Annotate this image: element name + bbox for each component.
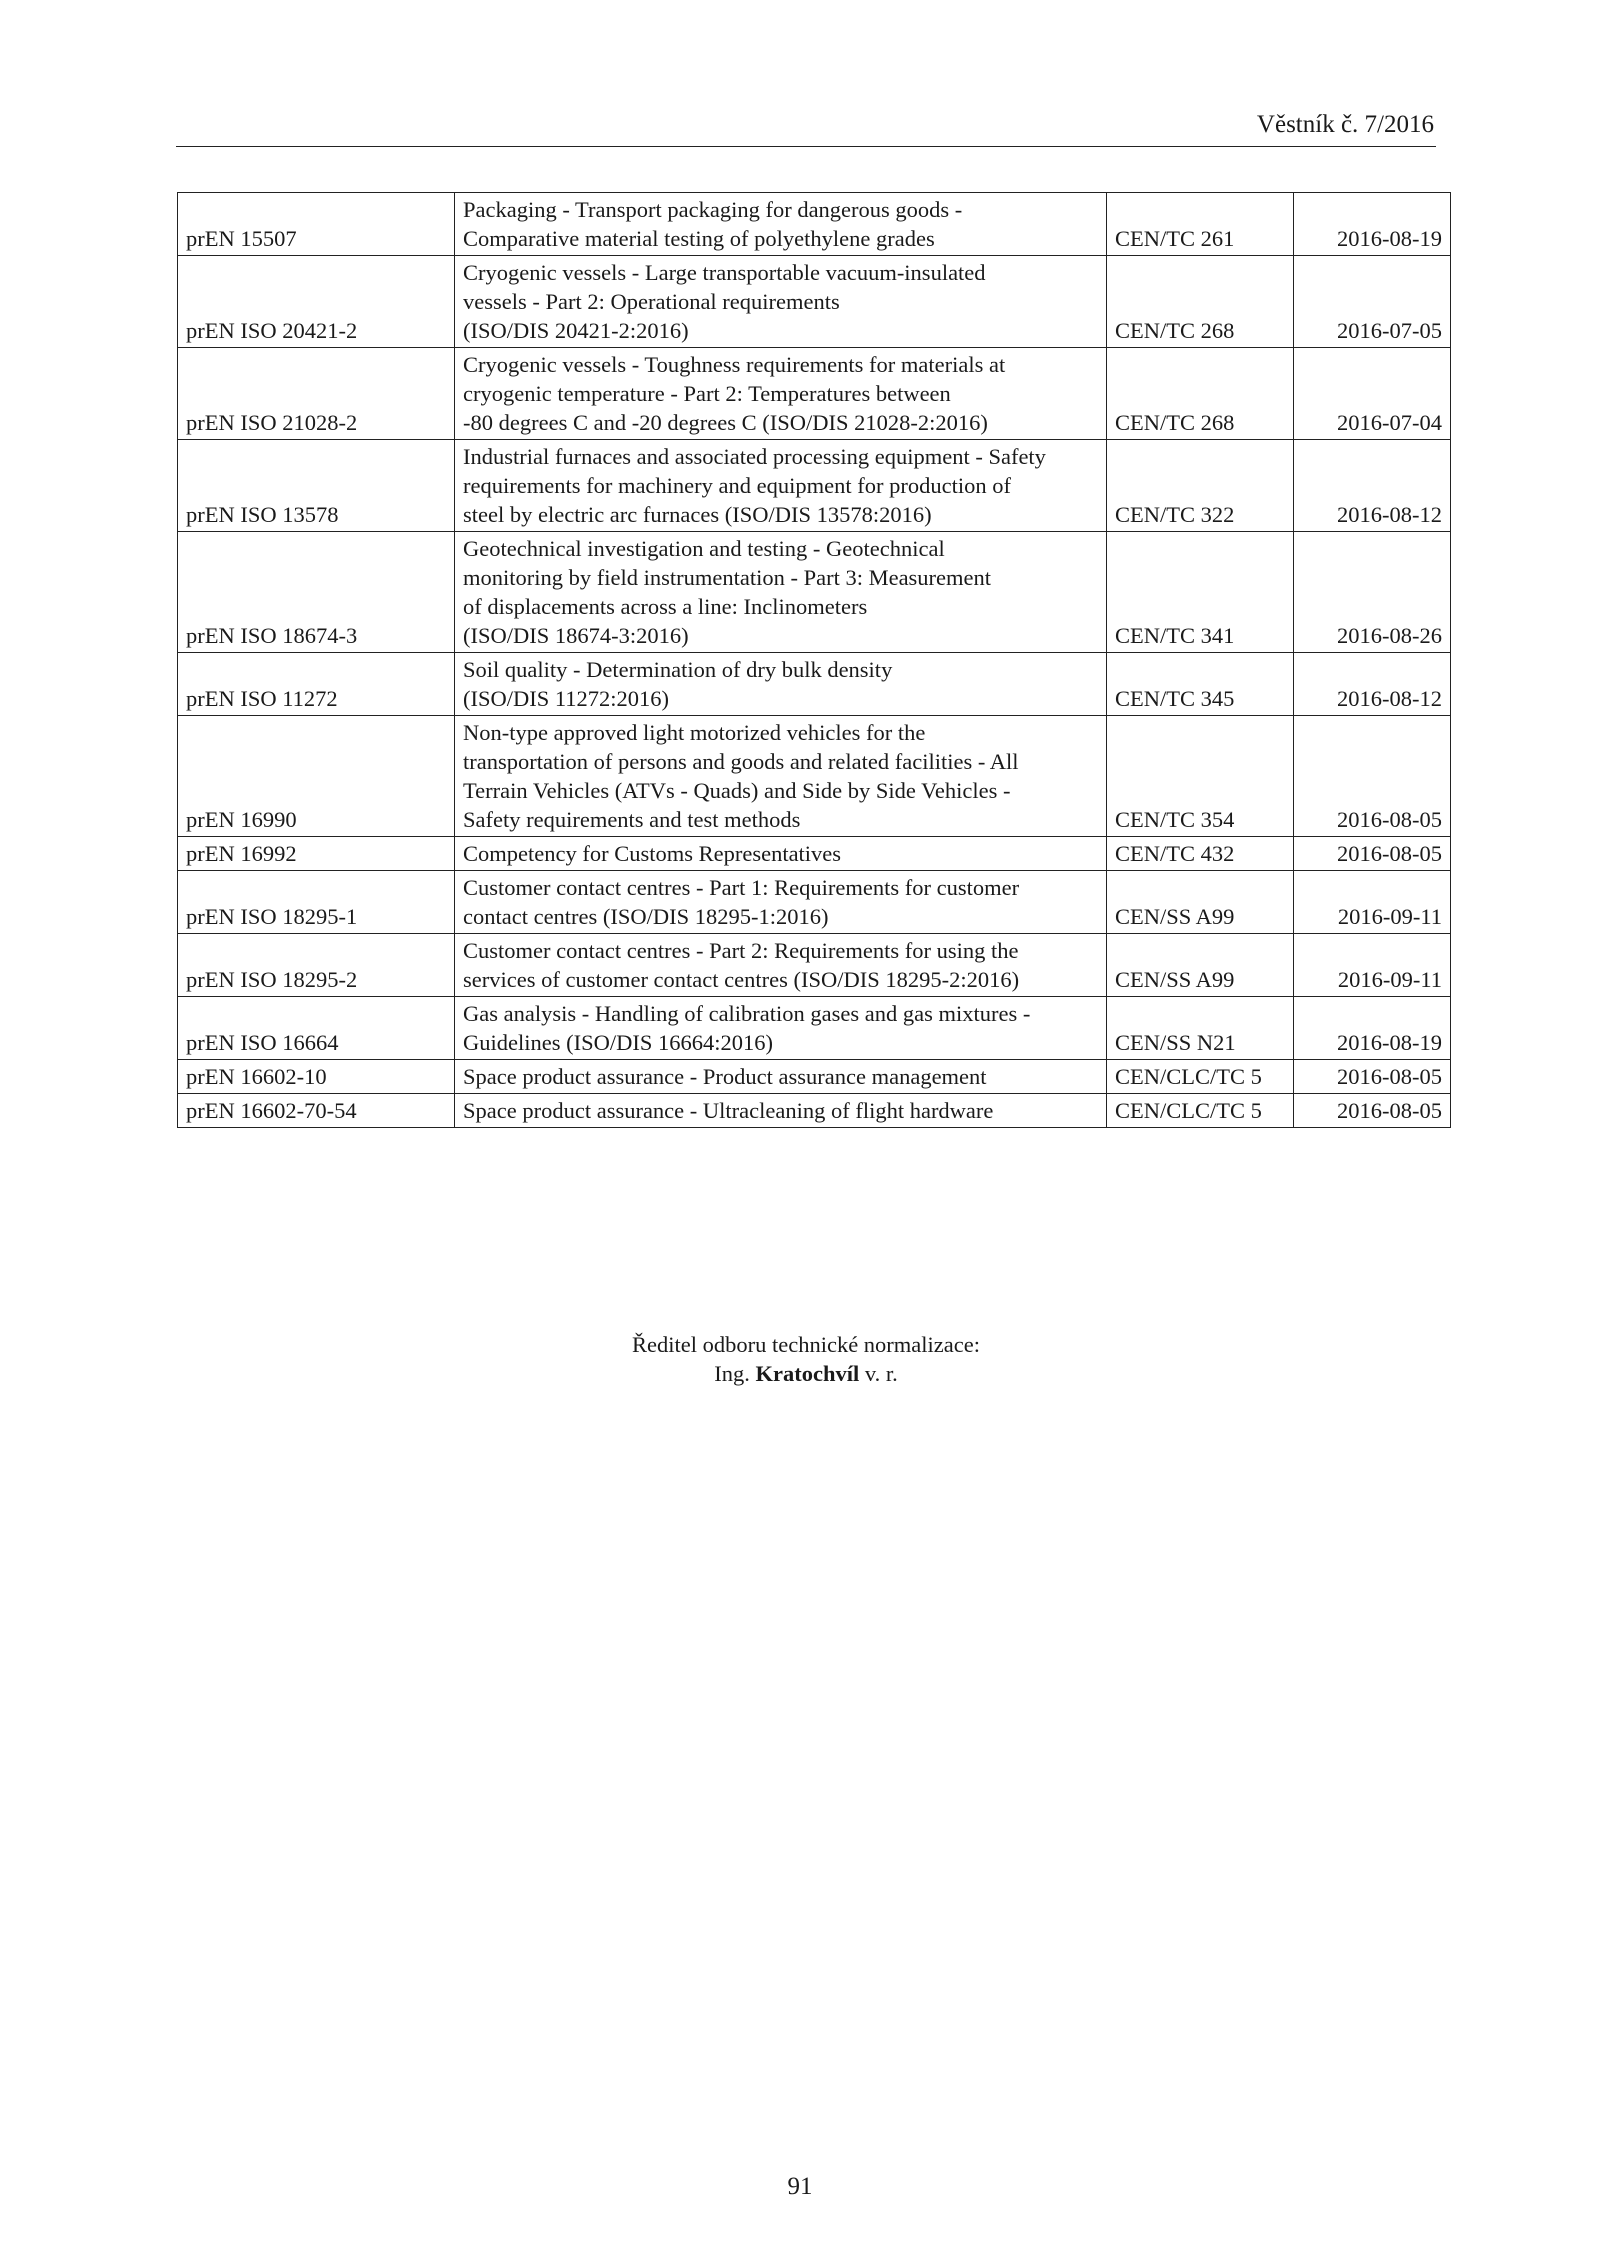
standard-title-line: Customer contact centres - Part 2: Requirements for using the [463, 938, 1019, 963]
standard-title-line: Customer contact centres - Part 1: Requirements for customer [463, 875, 1020, 900]
standards-table [177, 192, 1451, 1128]
standard-title-cell [455, 256, 1107, 348]
standard-title-line: Cryogenic vessels - Toughness requirements for materials at [463, 352, 1006, 377]
standard-code-cell: prEN ISO 20421-2 [178, 256, 455, 348]
table-row [178, 1060, 1451, 1094]
table-row [178, 193, 1451, 256]
committee-cell: CEN/TC 268 [1107, 348, 1294, 440]
standard-title-cell [455, 997, 1107, 1060]
standard-code-cell: prEN ISO 16664 [178, 997, 455, 1060]
date-cell: 2016-07-05 [1294, 256, 1451, 348]
standard-code-cell: prEN 16602-10 [178, 1060, 455, 1094]
standard-title-cell [455, 716, 1107, 837]
standard-title-line: transportation of persons and goods and related facilities - All [463, 749, 1019, 774]
standard-title-line: Packaging - Transport packaging for dangerous goods - [463, 197, 963, 222]
standard-title-cell [455, 193, 1107, 256]
standard-title-line: Space product assurance - Ultracleaning of flight hardware [463, 1098, 994, 1123]
committee-cell: CEN/SS N21 [1107, 997, 1294, 1060]
standard-title-line: Competency for Customs Representatives [463, 841, 842, 866]
signature-prefix: Ing. [714, 1361, 750, 1386]
signature-role: Ředitel odboru technické normalizace: [632, 1332, 980, 1357]
table-row [178, 532, 1451, 653]
page-header [176, 110, 1436, 147]
standard-code-cell: prEN 16990 [178, 716, 455, 837]
date-cell: 2016-08-05 [1294, 1060, 1451, 1094]
standard-title-line: (ISO/DIS 11272:2016) [463, 686, 670, 711]
standard-title-cell [455, 1060, 1107, 1094]
signature-suffix: v. r. [864, 1361, 898, 1386]
table-row [178, 653, 1451, 716]
standard-code-cell: prEN 15507 [178, 193, 455, 256]
standard-title-line: -80 degrees C and -20 degrees C (ISO/DIS 21028-2:2016) [463, 410, 988, 435]
standard-title-cell [455, 348, 1107, 440]
standard-title-line: Terrain Vehicles (ATVs - Quads) and Side by Side Vehicles - [463, 778, 1011, 803]
standard-title-line: of displacements across a line: Inclinometers [463, 594, 868, 619]
standard-title-cell [455, 934, 1107, 997]
standard-title-line: monitoring by field instrumentation - Part 3: Measurement [463, 565, 992, 590]
standard-code-cell: prEN 16992 [178, 837, 455, 871]
standard-code-cell: prEN ISO 18295-2 [178, 934, 455, 997]
standard-code-cell: prEN ISO 13578 [178, 440, 455, 532]
committee-cell: CEN/SS A99 [1107, 934, 1294, 997]
standard-title-line: cryogenic temperature - Part 2: Temperatures between [463, 381, 951, 406]
standard-title-line: Non-type approved light motorized vehicles for the [463, 720, 926, 745]
committee-cell: CEN/TC 354 [1107, 716, 1294, 837]
signature-block [176, 1330, 1436, 1388]
date-cell: 2016-08-19 [1294, 997, 1451, 1060]
bulletin-title: Věstník č. 7/2016 [1256, 111, 1434, 138]
date-cell: 2016-09-11 [1294, 934, 1451, 997]
table-row [178, 716, 1451, 837]
table-row [178, 871, 1451, 934]
date-cell: 2016-08-12 [1294, 440, 1451, 532]
standard-title-line: Geotechnical investigation and testing - Geotechnical [463, 536, 945, 561]
table-row [178, 997, 1451, 1060]
standard-code-cell: prEN ISO 18295-1 [178, 871, 455, 934]
date-cell: 2016-08-19 [1294, 193, 1451, 256]
table-row [178, 934, 1451, 997]
table-row [178, 348, 1451, 440]
table-row [178, 1094, 1451, 1128]
standard-title-line: Soil quality - Determination of dry bulk density [463, 657, 893, 682]
standard-title-line: (ISO/DIS 18674-3:2016) [463, 623, 689, 648]
table-row [178, 440, 1451, 532]
page-number: 91 [787, 2173, 813, 2200]
date-cell: 2016-08-05 [1294, 716, 1451, 837]
committee-cell: CEN/TC 345 [1107, 653, 1294, 716]
standard-title-line: contact centres (ISO/DIS 18295-1:2016) [463, 904, 829, 929]
committee-cell: CEN/CLC/TC 5 [1107, 1094, 1294, 1128]
standard-title-line: requirements for machinery and equipment for production of [463, 473, 1011, 498]
committee-cell: CEN/TC 341 [1107, 532, 1294, 653]
standard-code-cell: prEN 16602-70-54 [178, 1094, 455, 1128]
standard-title-cell [455, 1094, 1107, 1128]
committee-cell: CEN/TC 432 [1107, 837, 1294, 871]
standard-title-cell [455, 440, 1107, 532]
date-cell: 2016-08-05 [1294, 1094, 1451, 1128]
date-cell: 2016-08-05 [1294, 837, 1451, 871]
standards-table-body [178, 193, 1451, 1128]
standard-title-line: steel by electric arc furnaces (ISO/DIS 13578:2016) [463, 502, 932, 527]
date-cell: 2016-09-11 [1294, 871, 1451, 934]
date-cell: 2016-08-12 [1294, 653, 1451, 716]
standard-title-line: services of customer contact centres (ISO/DIS 18295-2:2016) [463, 967, 1020, 992]
standard-title-cell [455, 871, 1107, 934]
standard-title-line: Space product assurance - Product assurance management [463, 1064, 987, 1089]
table-row [178, 837, 1451, 871]
committee-cell: CEN/TC 268 [1107, 256, 1294, 348]
standard-code-cell: prEN ISO 21028-2 [178, 348, 455, 440]
standard-title-line: Cryogenic vessels - Large transportable vacuum-insulated [463, 260, 986, 285]
standard-code-cell: prEN ISO 18674-3 [178, 532, 455, 653]
standard-code-cell: prEN ISO 11272 [178, 653, 455, 716]
standard-title-line: Guidelines (ISO/DIS 16664:2016) [463, 1030, 773, 1055]
standard-title-line: vessels - Part 2: Operational requirements [463, 289, 840, 314]
standard-title-line: Industrial furnaces and associated processing equipment - Safety [463, 444, 1046, 469]
standard-title-line: (ISO/DIS 20421-2:2016) [463, 318, 689, 343]
standard-title-line: Comparative material testing of polyethylene grades [463, 226, 935, 251]
table-row [178, 256, 1451, 348]
signature-name: Kratochvíl [755, 1361, 860, 1386]
date-cell: 2016-07-04 [1294, 348, 1451, 440]
signature-name-line [176, 1359, 1436, 1388]
committee-cell: CEN/TC 261 [1107, 193, 1294, 256]
standard-title-cell [455, 532, 1107, 653]
committee-cell: CEN/CLC/TC 5 [1107, 1060, 1294, 1094]
standard-title-cell [455, 837, 1107, 871]
committee-cell: CEN/TC 322 [1107, 440, 1294, 532]
standard-title-line: Safety requirements and test methods [463, 807, 801, 832]
standard-title-cell [455, 653, 1107, 716]
standard-title-line: Gas analysis - Handling of calibration gases and gas mixtures - [463, 1001, 1031, 1026]
date-cell: 2016-08-26 [1294, 532, 1451, 653]
committee-cell: CEN/SS A99 [1107, 871, 1294, 934]
